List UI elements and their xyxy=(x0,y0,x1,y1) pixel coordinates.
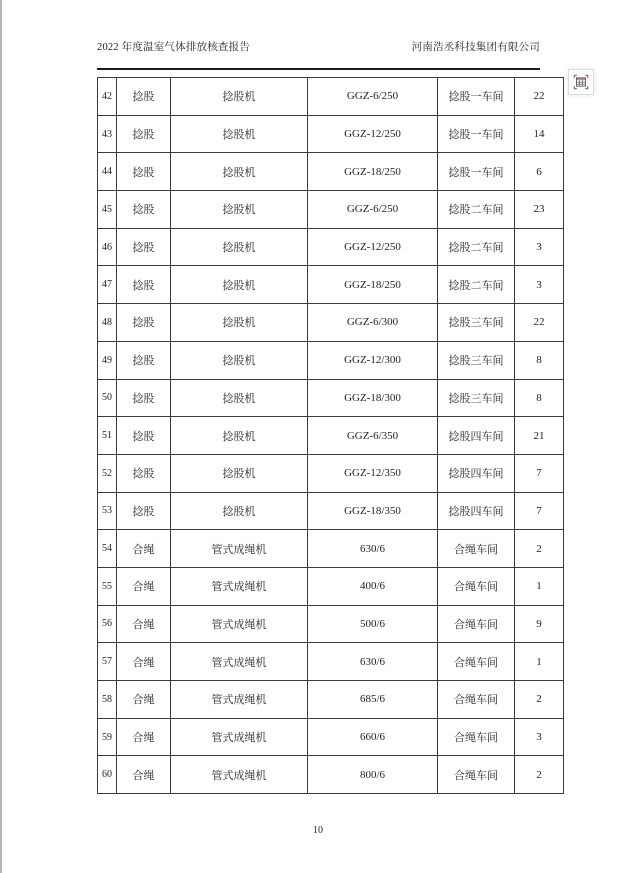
model-cell: 630/6 xyxy=(308,643,438,681)
count-cell: 7 xyxy=(515,454,564,492)
row-number-cell: 54 xyxy=(98,530,117,568)
model-cell: 400/6 xyxy=(308,567,438,605)
machine-name-cell: 管式成绳机 xyxy=(171,756,308,794)
model-cell: 500/6 xyxy=(308,605,438,643)
row-number-cell: 49 xyxy=(98,341,117,379)
workshop-cell: 捻股四车间 xyxy=(438,417,515,455)
process-cell: 合绳 xyxy=(117,605,171,643)
table-row xyxy=(98,191,564,229)
workshop-cell: 捻股一车间 xyxy=(438,153,515,191)
process-cell: 合绳 xyxy=(117,567,171,605)
machine-name-cell: 捻股机 xyxy=(171,115,308,153)
count-cell: 14 xyxy=(515,115,564,153)
table-row xyxy=(98,341,564,379)
table-row xyxy=(98,417,564,455)
model-cell: 685/6 xyxy=(308,681,438,719)
header-rule xyxy=(97,68,540,70)
page-header xyxy=(97,39,540,54)
count-cell: 2 xyxy=(515,756,564,794)
table-row xyxy=(98,228,564,266)
workshop-cell: 捻股二车间 xyxy=(438,228,515,266)
table-select-icon xyxy=(571,72,591,92)
count-cell: 3 xyxy=(515,266,564,304)
table-row xyxy=(98,454,564,492)
machine-name-cell: 捻股机 xyxy=(171,304,308,342)
table-row xyxy=(98,153,564,191)
table-row xyxy=(98,379,564,417)
process-cell: 捻股 xyxy=(117,341,171,379)
machine-name-cell: 管式成绳机 xyxy=(171,567,308,605)
process-cell: 捻股 xyxy=(117,379,171,417)
model-cell: GGZ-12/250 xyxy=(308,228,438,266)
table-row xyxy=(98,605,564,643)
header-report-title: 2022 年度温室气体排放核查报告 xyxy=(97,42,251,53)
process-cell: 捻股 xyxy=(117,266,171,304)
page-left-edge xyxy=(0,0,2,873)
workshop-cell: 合绳车间 xyxy=(438,718,515,756)
model-cell: GGZ-6/300 xyxy=(308,304,438,342)
model-cell: GGZ-18/350 xyxy=(308,492,438,530)
process-cell: 合绳 xyxy=(117,681,171,719)
row-number-cell: 53 xyxy=(98,492,117,530)
model-cell: GGZ-18/250 xyxy=(308,153,438,191)
process-cell: 合绳 xyxy=(117,756,171,794)
model-cell: GGZ-12/300 xyxy=(308,341,438,379)
workshop-cell: 合绳车间 xyxy=(438,643,515,681)
model-cell: GGZ-12/250 xyxy=(308,115,438,153)
process-cell: 捻股 xyxy=(117,228,171,266)
table-row xyxy=(98,78,564,116)
count-cell: 1 xyxy=(515,567,564,605)
workshop-cell: 合绳车间 xyxy=(438,756,515,794)
row-number-cell: 42 xyxy=(98,78,117,116)
table-row xyxy=(98,681,564,719)
table-row xyxy=(98,718,564,756)
row-number-cell: 52 xyxy=(98,454,117,492)
machine-name-cell: 管式成绳机 xyxy=(171,530,308,568)
model-cell: 800/6 xyxy=(308,756,438,794)
process-cell: 捻股 xyxy=(117,454,171,492)
row-number-cell: 50 xyxy=(98,379,117,417)
process-cell: 捻股 xyxy=(117,492,171,530)
table-row xyxy=(98,304,564,342)
count-cell: 1 xyxy=(515,643,564,681)
count-cell: 8 xyxy=(515,379,564,417)
table-tool-button[interactable] xyxy=(568,69,594,95)
row-number-cell: 55 xyxy=(98,567,117,605)
count-cell: 23 xyxy=(515,191,564,229)
count-cell: 2 xyxy=(515,681,564,719)
process-cell: 捻股 xyxy=(117,78,171,116)
equipment-table xyxy=(97,77,564,794)
count-cell: 22 xyxy=(515,304,564,342)
process-cell: 捻股 xyxy=(117,417,171,455)
workshop-cell: 捻股三车间 xyxy=(438,304,515,342)
machine-name-cell: 捻股机 xyxy=(171,417,308,455)
count-cell: 6 xyxy=(515,153,564,191)
workshop-cell: 捻股一车间 xyxy=(438,115,515,153)
row-number-cell: 58 xyxy=(98,681,117,719)
row-number-cell: 48 xyxy=(98,304,117,342)
model-cell: GGZ-18/300 xyxy=(308,379,438,417)
machine-name-cell: 管式成绳机 xyxy=(171,643,308,681)
machine-name-cell: 捻股机 xyxy=(171,341,308,379)
page-number: 10 xyxy=(313,825,323,836)
row-number-cell: 44 xyxy=(98,153,117,191)
row-number-cell: 60 xyxy=(98,756,117,794)
count-cell: 21 xyxy=(515,417,564,455)
process-cell: 合绳 xyxy=(117,643,171,681)
workshop-cell: 捻股二车间 xyxy=(438,266,515,304)
count-cell: 9 xyxy=(515,605,564,643)
workshop-cell: 捻股一车间 xyxy=(438,78,515,116)
table-row xyxy=(98,492,564,530)
model-cell: GGZ-6/250 xyxy=(308,191,438,229)
machine-name-cell: 捻股机 xyxy=(171,266,308,304)
machine-name-cell: 捻股机 xyxy=(171,454,308,492)
workshop-cell: 捻股四车间 xyxy=(438,492,515,530)
workshop-cell: 捻股三车间 xyxy=(438,341,515,379)
row-number-cell: 43 xyxy=(98,115,117,153)
model-cell: 660/6 xyxy=(308,718,438,756)
table-row xyxy=(98,530,564,568)
table-row xyxy=(98,756,564,794)
workshop-cell: 捻股四车间 xyxy=(438,454,515,492)
table-row xyxy=(98,115,564,153)
row-number-cell: 57 xyxy=(98,643,117,681)
process-cell: 捻股 xyxy=(117,153,171,191)
model-cell: GGZ-6/250 xyxy=(308,78,438,116)
process-cell: 捻股 xyxy=(117,115,171,153)
table-row xyxy=(98,266,564,304)
table-row xyxy=(98,643,564,681)
count-cell: 22 xyxy=(515,78,564,116)
workshop-cell: 合绳车间 xyxy=(438,605,515,643)
machine-name-cell: 捻股机 xyxy=(171,492,308,530)
process-cell: 捻股 xyxy=(117,191,171,229)
process-cell: 合绳 xyxy=(117,530,171,568)
machine-name-cell: 捻股机 xyxy=(171,191,308,229)
workshop-cell: 捻股二车间 xyxy=(438,191,515,229)
machine-name-cell: 捻股机 xyxy=(171,379,308,417)
model-cell: GGZ-6/350 xyxy=(308,417,438,455)
machine-name-cell: 管式成绳机 xyxy=(171,718,308,756)
count-cell: 7 xyxy=(515,492,564,530)
row-number-cell: 59 xyxy=(98,718,117,756)
row-number-cell: 45 xyxy=(98,191,117,229)
count-cell: 2 xyxy=(515,530,564,568)
machine-name-cell: 捻股机 xyxy=(171,153,308,191)
equipment-table-body xyxy=(98,78,564,794)
table-row xyxy=(98,567,564,605)
machine-name-cell: 捻股机 xyxy=(171,228,308,266)
machine-name-cell: 捻股机 xyxy=(171,78,308,116)
workshop-cell: 捻股三车间 xyxy=(438,379,515,417)
model-cell: GGZ-12/350 xyxy=(308,454,438,492)
machine-name-cell: 管式成绳机 xyxy=(171,605,308,643)
workshop-cell: 合绳车间 xyxy=(438,567,515,605)
count-cell: 8 xyxy=(515,341,564,379)
workshop-cell: 合绳车间 xyxy=(438,530,515,568)
workshop-cell: 合绳车间 xyxy=(438,681,515,719)
process-cell: 合绳 xyxy=(117,718,171,756)
row-number-cell: 51 xyxy=(98,417,117,455)
header-company-name: 河南浩丞科技集团有限公司 xyxy=(411,42,540,53)
count-cell: 3 xyxy=(515,228,564,266)
model-cell: 630/6 xyxy=(308,530,438,568)
row-number-cell: 56 xyxy=(98,605,117,643)
row-number-cell: 46 xyxy=(98,228,117,266)
model-cell: GGZ-18/250 xyxy=(308,266,438,304)
machine-name-cell: 管式成绳机 xyxy=(171,681,308,719)
row-number-cell: 47 xyxy=(98,266,117,304)
process-cell: 捻股 xyxy=(117,304,171,342)
count-cell: 3 xyxy=(515,718,564,756)
